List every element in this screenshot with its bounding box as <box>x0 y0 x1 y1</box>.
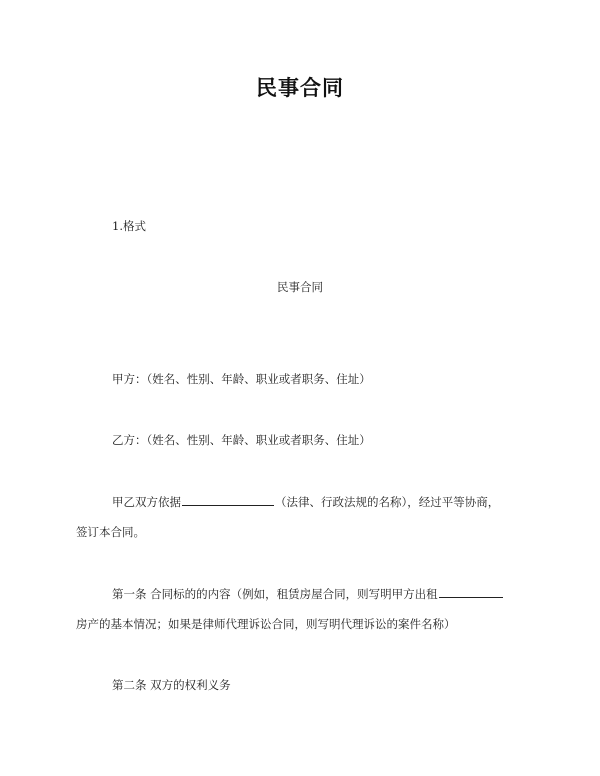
section-heading: 1.格式 <box>112 219 146 233</box>
document-title: 民事合同 <box>256 76 344 100</box>
party-a-line: 甲方：（姓名、性别、年龄、职业或者职务、住址） <box>112 372 371 386</box>
basis-text-start: 甲乙双方依据 <box>112 495 181 509</box>
inner-title: 民事合同 <box>277 280 323 294</box>
party-b-line: 乙方：（姓名、性别、年龄、职业或者职务、住址） <box>112 433 371 447</box>
basis-line-1 <box>112 493 499 510</box>
basis-line-2: 签订本合同。 <box>76 525 145 539</box>
law-name-blank[interactable] <box>182 493 274 506</box>
basis-text-end: （法律、行政法规的名称），经过平等协商， <box>275 495 500 509</box>
article-1-line-1 <box>112 585 504 602</box>
rent-property-blank[interactable] <box>439 585 503 598</box>
article-2-heading: 第二条 双方的权利义务 <box>112 678 231 692</box>
article-1-line-2: 房产的基本情况；如果是律师代理诉讼合同，则写明代理诉讼的案件名称） <box>76 617 456 631</box>
article-1-text: 第一条 合同标的的内容（例如，租赁房屋合同，则写明甲方出租 <box>112 587 438 601</box>
